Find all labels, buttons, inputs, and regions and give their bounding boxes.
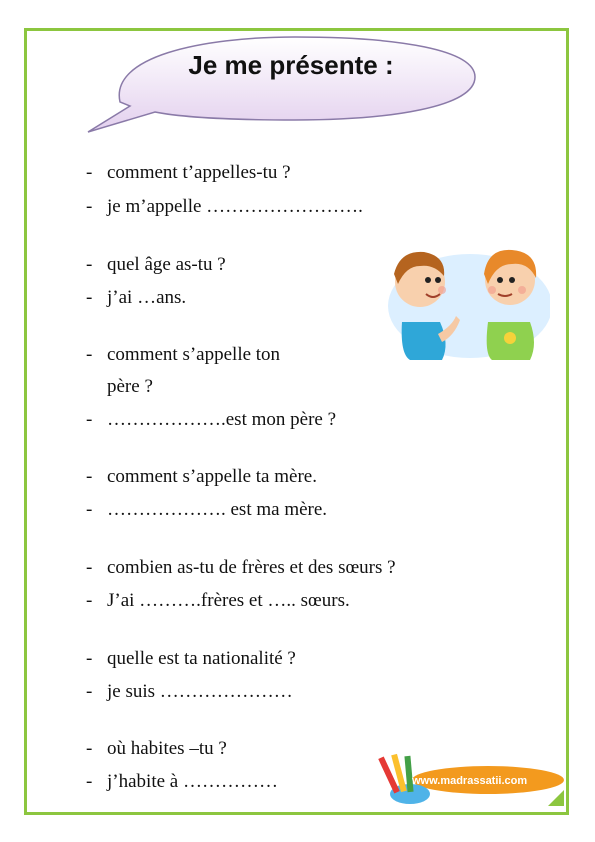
list-item: - je suis ………………… [86,681,293,702]
list-item: - quelle est ta nationalité ? [86,648,296,669]
list-item: - je m’appelle ……………………. [86,196,363,217]
speech-bubble [80,32,480,142]
list-item: - comment s’appelle ta mère. [86,466,317,487]
list-item: - où habites –tu ? [86,738,227,759]
list-item: - quel âge as-tu ? [86,254,226,275]
page-title: Je me présente : [188,50,394,80]
list-item: - j’ai …ans. [86,287,187,308]
list-item: - ………………. est ma mère. [86,499,328,520]
list-item: - J’ai ……….frères et ….. sœurs. [86,590,350,611]
list-item: - comment s’appelle ton [86,344,281,365]
list-item: - j’habite à …………… [86,771,278,792]
website-watermark: www.madrassatii.com [412,775,528,787]
children-illustration [380,244,550,362]
list-item: - combien as-tu de frères et des sœurs ? [86,557,396,578]
list-item: - comment t’appelles-tu ? [86,162,291,183]
list-item: père ? [107,376,153,397]
list-item: - ……………….est mon père ? [86,409,337,430]
